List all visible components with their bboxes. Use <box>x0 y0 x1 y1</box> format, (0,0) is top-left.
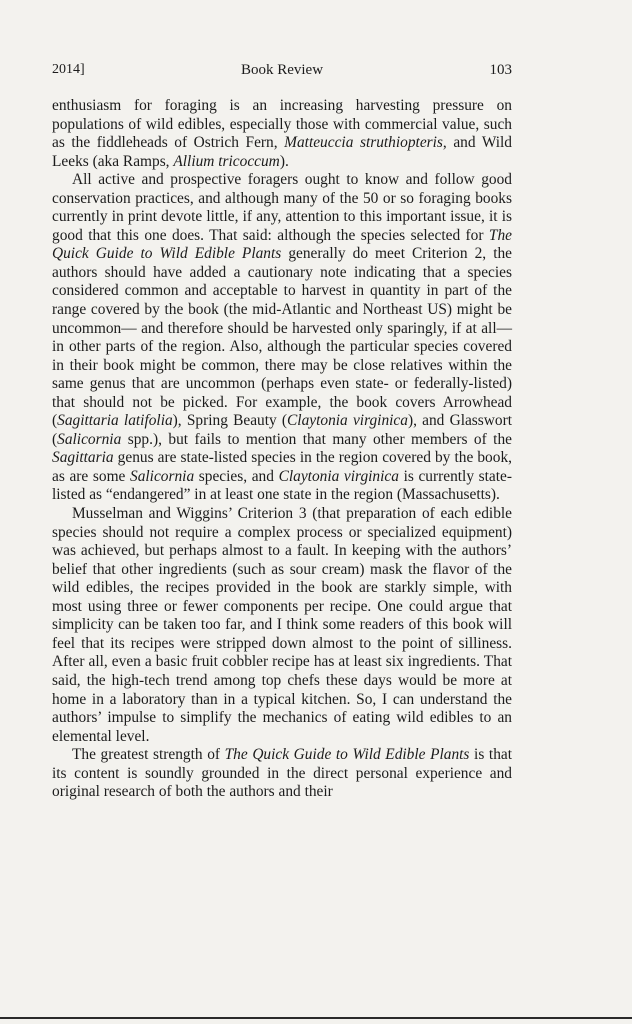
text-run: ), Spring Beauty ( <box>172 412 288 430</box>
italic-run: Sagittaria latifolia <box>57 412 173 430</box>
text-run: generally do meet Criterion 2, the authors should have added a cautionary note indicating that a species considered common and acceptable to harvest in quantity in part of the range covered by the book (the mid-Atlantic and Northeast US) might be uncommon— and therefore should be harvested only sparingly, if at all—in other parts of the region. Also, although the particular species covered in their book might be common, there may be close relatives within the same genus that are uncommon (perhaps even state- or federally-listed) that should not be picked. For example, the book covers Arrowhead ( <box>52 245 513 430</box>
text-run: enthusiasm for foraging is an increasing harvesting pressure on populations of wild edibles, especially those with commercial value, such as the fiddleheads of Ostrich Fern, <box>52 97 512 152</box>
italic-run: Salicornia <box>57 430 122 448</box>
text-run: genus are state-listed species in the region covered by the book, as are some <box>52 449 512 485</box>
italic-run: The Quick Guide to Wild Edible Plants <box>224 746 470 764</box>
paragraph <box>52 505 512 746</box>
italic-run: Claytonia virginica <box>278 467 399 485</box>
italic-run: Salicornia <box>130 467 195 485</box>
text-run: ). <box>279 152 289 170</box>
paragraph <box>52 746 512 802</box>
page-number: 103 <box>489 62 512 78</box>
header-title: Book Review <box>240 62 324 78</box>
italic-run: Allium tricoccum <box>173 152 280 170</box>
text-run: All active and prospective foragers ought to know and follow good conservation practices, and although many of the 50 or so foraging books currently in print devote little, if any, attention to this important issue, it is good that this one does. That said: although the species selected for <box>52 171 512 244</box>
header-year: 2014] <box>52 62 85 77</box>
italic-run: The Quick Guide to Wild Edible Plants <box>52 226 512 263</box>
italic-run: Matteuccia struthiopteris <box>284 134 443 152</box>
italic-run: Claytonia virginica <box>287 412 408 430</box>
paragraph <box>52 171 512 505</box>
text-run: spp.), but fails to mention that many other members of the <box>121 430 512 448</box>
text-run: is currently state-listed as “endangered” in at least one state in the region (Massachusetts). <box>52 467 512 504</box>
review-body <box>52 97 512 802</box>
text-run: Musselman and Wiggins’ Criterion 3 (that preparation of each edible species should not require a complex process or specialized equipment) was achieved, but perhaps almost to a fault. In keeping with the authors’ belief that other ingredients (such as sour cream) mask the flavor of the wild edibles, the recipes provided in the book are starkly simple, with most using three or fewer components per recipe. One could argue that simplicity can be taken too far, and I think some readers of this book will feel that its recipes were stripped down almost to the point of silliness. After all, even a basic fruit cobbler recipe has at least six ingredients. That said, the high-tech trend among top chefs these days would be more at home in a laboratory than in a typical kitchen. So, I can understand the authors’ impulse to simplify the mechanics of eating wild edibles to an elemental level. <box>52 505 512 745</box>
text-run: , and Wild Leeks (aka Ramps, <box>52 134 512 170</box>
paragraph <box>52 97 512 171</box>
italic-run: Sagittaria <box>52 449 114 467</box>
text-run: is that its content is soundly grounded in the direct personal experience and original research of both the authors and their <box>52 746 513 801</box>
text-run: ), and Glasswort ( <box>52 412 512 448</box>
text-run: species, and <box>194 467 279 485</box>
running-header <box>52 62 512 82</box>
page-bottom-edge <box>0 1017 632 1019</box>
text-run: The greatest strength of <box>72 746 225 764</box>
